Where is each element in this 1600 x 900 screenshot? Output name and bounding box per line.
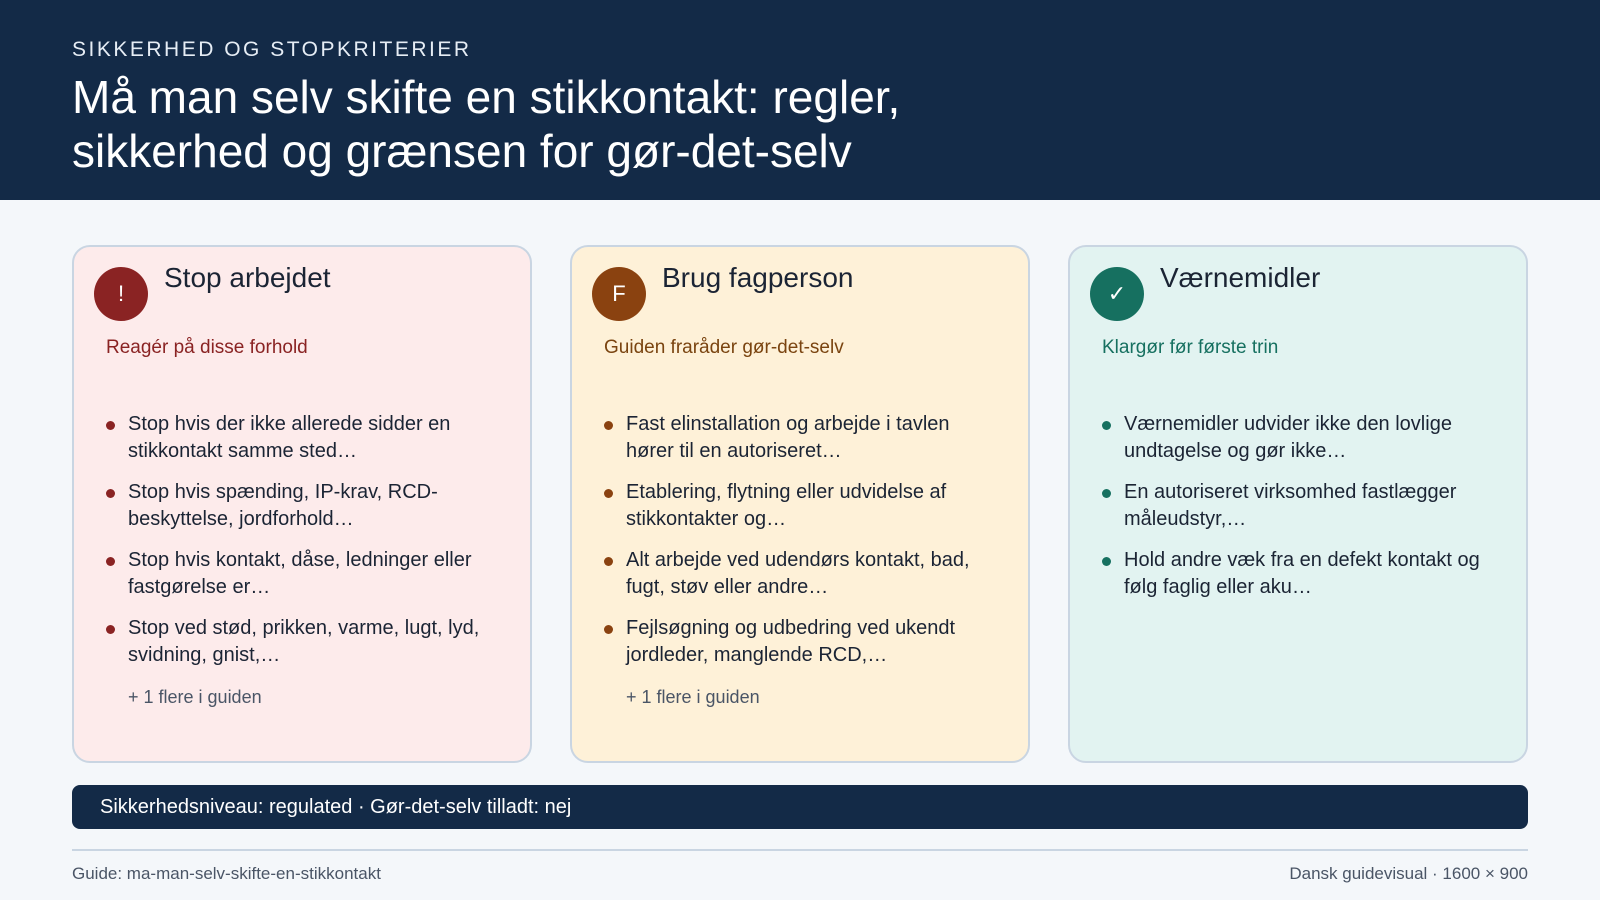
more-in-guide-link[interactable]: + 1 flere i guiden: [626, 687, 760, 707]
header-banner: [0, 0, 1600, 200]
list-item: En autoriseret virksomhed fastlægger måleudstyr,…: [1100, 479, 1500, 533]
safety-status-text: Sikkerhedsniveau: regulated · Gør-det-selv tilladt: nej: [100, 795, 572, 818]
footer-caption: Dansk guidevisual · 1600 × 900: [1289, 864, 1528, 883]
page-title: Må man selv skifte en stikkontakt: regler, sikkerhed og grænsen for gør-det-selv: [72, 71, 901, 177]
footer-guide-slug: Guide: ma-man-selv-skifte-en-stikkontakt: [72, 864, 381, 883]
card-subtitle: Klargør før første trin: [1102, 337, 1279, 358]
protective-equipment-list: [1100, 411, 1500, 615]
letter-f-icon: F: [592, 267, 646, 321]
checkmark-icon: ✓: [1090, 267, 1144, 321]
exclamation-icon: !: [94, 267, 148, 321]
stop-work-card: [72, 245, 532, 763]
protective-equipment-card: [1068, 245, 1528, 763]
section-kicker: SIKKERHED OG STOPKRITERIER: [72, 38, 472, 61]
card-title: Brug fagperson: [662, 262, 854, 293]
list-item: Stop hvis der ikke allerede sidder en stikkontakt samme sted…: [104, 411, 504, 465]
list-item: Hold andre væk fra en defekt kontakt og følg faglig eller aku…: [1100, 547, 1500, 601]
card-subtitle: Reagér på disse forhold: [106, 337, 308, 358]
professional-list: [602, 411, 1002, 683]
list-item: Alt arbejde ved udendørs kontakt, bad, fugt, støv eller andre…: [602, 547, 1002, 601]
list-item: Værnemidler udvider ikke den lovlige undtagelse og gør ikke…: [1100, 411, 1500, 465]
card-title: Værnemidler: [1160, 262, 1321, 293]
list-item: Stop ved stød, prikken, varme, lugt, lyd, svidning, gnist,…: [104, 615, 504, 669]
stop-criteria-list: [104, 411, 504, 683]
list-item: Fejlsøgning og udbedring ved ukendt jordleder, manglende RCD,…: [602, 615, 1002, 669]
footer-divider: [72, 849, 1528, 851]
list-item: Stop hvis kontakt, dåse, ledninger eller fastgørelse er…: [104, 547, 504, 601]
card-subtitle: Guiden fraråder gør-det-selv: [604, 337, 844, 358]
list-item: Stop hvis spænding, IP-krav, RCD-beskyttelse, jordforhold…: [104, 479, 504, 533]
list-item: Etablering, flytning eller udvidelse af stikkontakter og…: [602, 479, 1002, 533]
card-title: Stop arbejdet: [164, 262, 331, 293]
more-in-guide-link[interactable]: + 1 flere i guiden: [128, 687, 262, 707]
safety-status-bar: [72, 785, 1528, 829]
use-professional-card: [570, 245, 1030, 763]
list-item: Fast elinstallation og arbejde i tavlen hører til en autoriseret…: [602, 411, 1002, 465]
